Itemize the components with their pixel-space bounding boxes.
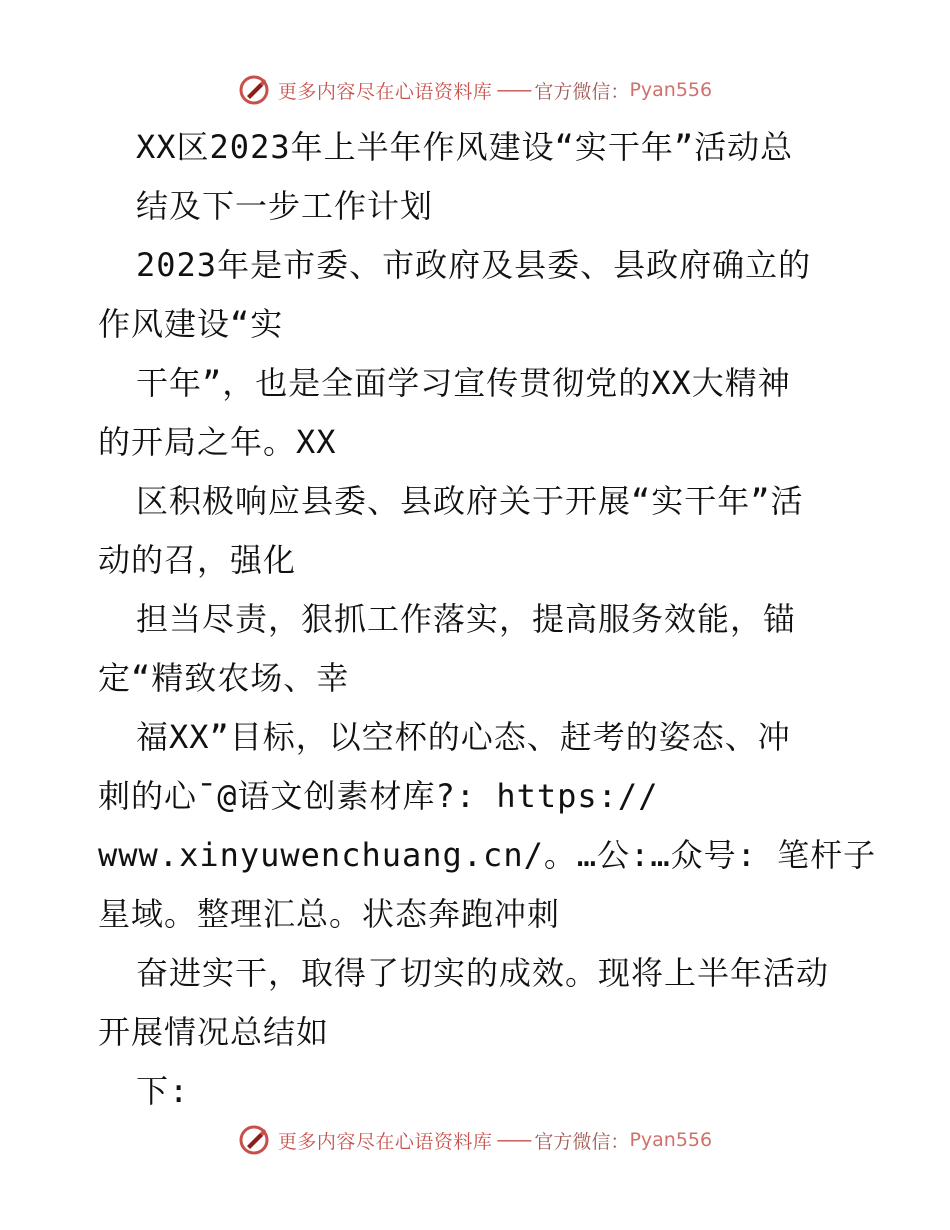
title-line-1: XX区2023年上半年作风建设“实干年”活动总 bbox=[136, 128, 794, 166]
banner-wechat-handle: Pyan556 bbox=[629, 79, 713, 101]
banner-slogan: 更多内容尽在心语资料库 bbox=[277, 1130, 493, 1153]
paragraph-line: 干年”，也是全面学习宣传贯彻党的XX大精神 bbox=[136, 364, 791, 402]
paragraph-line: 担当尽责，狠抓工作落实，提高服务效能，锚 bbox=[136, 600, 797, 638]
paragraph-line: 2023年是市委、市政府及县委、县政府确立的 bbox=[136, 246, 812, 284]
paragraph-line: 福XX”目标，以空杯的心态、赶考的姿态、冲 bbox=[136, 718, 791, 756]
paragraph-line: 开展情况总结如 bbox=[98, 1013, 330, 1051]
paragraph-line: 定“精致农场、幸 bbox=[98, 659, 350, 697]
banner-dash: —— bbox=[496, 79, 531, 101]
banner-official-label: 官方微信： bbox=[534, 1130, 630, 1153]
paragraph-line: 作风建设“实 bbox=[98, 305, 284, 343]
banner-wechat-handle: Pyan556 bbox=[629, 1129, 713, 1151]
footer-watermark-banner bbox=[0, 1120, 950, 1160]
logo-icon bbox=[238, 74, 270, 106]
logo-icon bbox=[238, 1124, 270, 1156]
paragraph-line: www.xinyuwenchuang.cn/。…公:…众号: 笔杆子 bbox=[98, 836, 877, 874]
paragraph-line: 动的召，强化 bbox=[98, 541, 297, 579]
paragraph-line: 奋进实干，取得了切实的成效。现将上半年活动 bbox=[136, 954, 830, 992]
paragraph-line: 下: bbox=[136, 1072, 190, 1110]
header-watermark-banner bbox=[0, 70, 950, 110]
document-body bbox=[98, 118, 877, 1121]
title-line-2: 结及下一步工作计划 bbox=[136, 187, 434, 225]
paragraph-line: 区积极响应县委、县政府关于开展“实干年”活 bbox=[136, 482, 804, 520]
paragraph-line: 的开局之年。XX bbox=[98, 423, 337, 461]
paragraph-line: 星域。整理汇总。状态奔跑冲刺 bbox=[98, 895, 561, 933]
banner-dash: —— bbox=[496, 1129, 531, 1151]
paragraph-line: 刺的心¯@语文创素材库?: https:// bbox=[98, 777, 659, 815]
banner-slogan: 更多内容尽在心语资料库 bbox=[277, 80, 493, 103]
banner-official-label: 官方微信： bbox=[534, 80, 630, 103]
